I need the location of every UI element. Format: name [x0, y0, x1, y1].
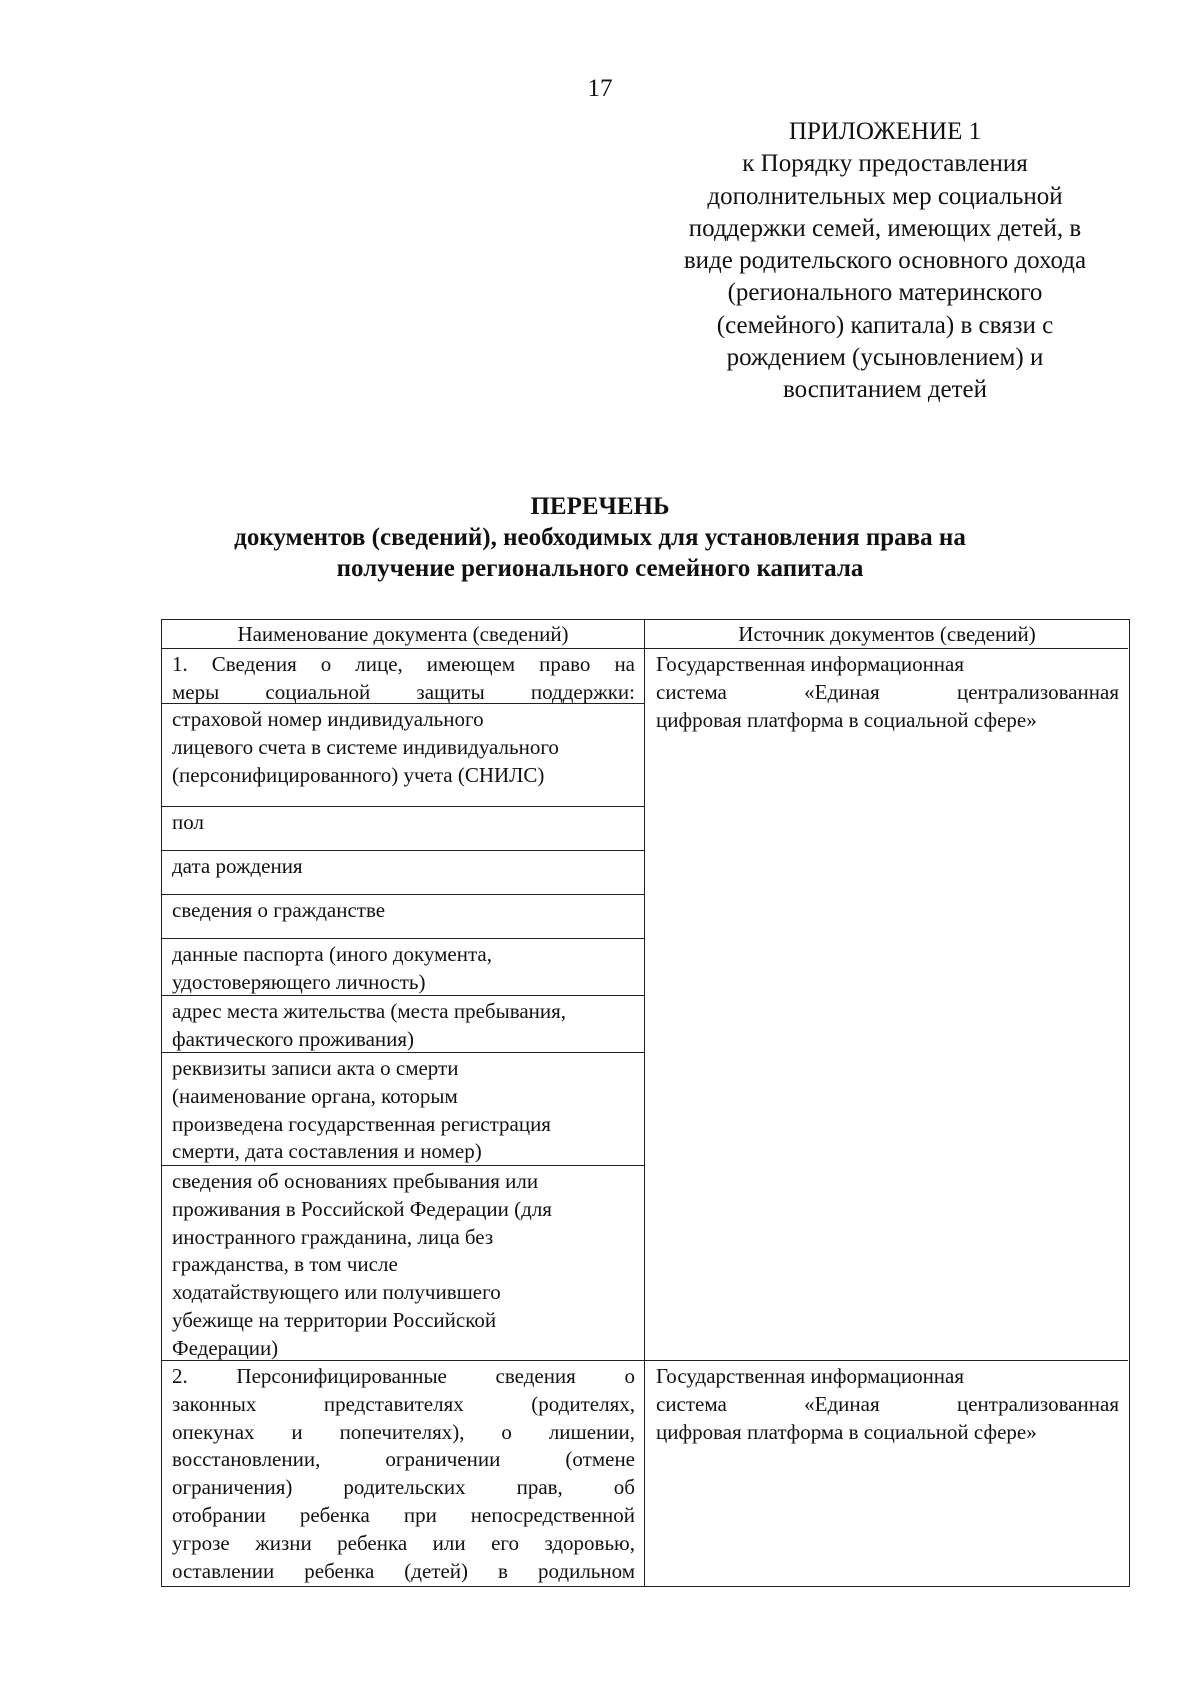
text-line: Федерации): [172, 1335, 279, 1360]
text-line: система «Единая централизованная: [656, 1391, 1119, 1416]
text-line: ходатайствующего или получившего: [172, 1280, 501, 1305]
text-line: (персонифицированного) учета (СНИЛС): [172, 762, 545, 787]
text-line: фактического проживания): [172, 1026, 415, 1051]
section-1-heading: [172, 651, 635, 707]
appendix-line: воспитанием детей: [782, 376, 988, 404]
text-line: смерти, дата составления и номер): [172, 1139, 482, 1164]
item-citizenship: [172, 897, 635, 925]
text-line: отобрании ребенка при непосредственной: [172, 1502, 635, 1527]
text-line: сведения о гражданстве: [172, 898, 386, 922]
text-line: цифровая платформа в социальной сфере»: [656, 1419, 1037, 1444]
appendix-block: [640, 116, 1130, 407]
appendix-line: виде родительского основного дохода: [683, 247, 1087, 275]
text-line: пол: [172, 810, 204, 834]
text-line: оставлении ребенка (детей) в родильном: [172, 1558, 635, 1583]
item-residence-grounds: [172, 1168, 635, 1363]
item-sex: [172, 809, 635, 837]
documents-table: [161, 619, 1130, 1587]
item-death-record: [172, 1055, 635, 1166]
text-line: Государственная информационная: [656, 652, 965, 676]
title-subline: документов (сведений), необходимых для установления права на: [234, 524, 966, 551]
text-line: данные паспорта (иного документа,: [172, 942, 492, 966]
section-1-source: [656, 651, 1119, 734]
appendix-line: к Порядку предоставления: [742, 150, 1028, 178]
item-address: [172, 998, 635, 1054]
text-line: страховой номер индивидуального: [172, 707, 484, 731]
text-line: цифровая платформа в социальной сфере»: [656, 707, 1037, 732]
column-divider: [644, 620, 645, 1586]
text-line: произведена государственная регистрация: [172, 1111, 551, 1136]
text-line: угрозе жизни ребенка или его здоровью,: [172, 1530, 635, 1555]
text-line: 1. Сведения о лице, имеющем право на: [172, 652, 635, 676]
row-rule: [162, 894, 644, 895]
text-line: лицевого счета в системе индивидуального: [172, 734, 559, 759]
text-line: иностранного гражданина, лица без: [172, 1224, 494, 1249]
text-line: сведения об основаниях пребывания или: [172, 1169, 539, 1193]
text-line: Государственная информационная: [656, 1364, 965, 1388]
appendix-line: поддержки семей, имеющих детей, в: [688, 214, 1082, 242]
text-line: реквизиты записи акта о смерти: [172, 1056, 459, 1080]
row-rule: [162, 850, 644, 851]
text-line: ограничения) родительских прав, об: [172, 1475, 635, 1500]
appendix-line: (семейного) капитала) в связи с: [716, 311, 1054, 339]
text-line: система «Единая централизованная: [656, 679, 1119, 704]
item-passport: [172, 941, 635, 997]
text-line: опекунах и попечителях), о лишении,: [172, 1419, 635, 1444]
page-number: 17: [587, 75, 613, 102]
text-line: убежище на территории Российской: [172, 1307, 497, 1332]
text-line: 2. Персонифицированные сведения о: [172, 1364, 635, 1388]
text-line: (наименование органа, которым: [172, 1083, 458, 1108]
appendix-line: (регионального материнского: [727, 279, 1043, 307]
row-rule: [162, 938, 644, 939]
header-document-name: Наименование документа (сведений): [237, 622, 569, 646]
text-line: восстановлении, ограничении (отмене: [172, 1447, 635, 1472]
text-line: адрес места жительства (места пребывания,: [172, 999, 567, 1023]
text-line: меры социальной защиты поддержки:: [172, 679, 635, 704]
appendix-line: рождением (усыновлением) и: [726, 344, 1044, 372]
header-document-source: Источник документов (сведений): [738, 622, 1036, 646]
text-line: гражданства, в том числе: [172, 1252, 398, 1277]
document-title: [0, 491, 1200, 584]
item-birth-date: [172, 853, 635, 881]
text-line: проживания в Российской Федерации (для: [172, 1196, 552, 1221]
item-snils: [172, 706, 635, 789]
appendix-line: дополнительных мер социальной: [707, 182, 1063, 210]
title-main: ПЕРЕЧЕНЬ: [530, 493, 670, 520]
row-rule: [162, 806, 644, 807]
title-subline: получение регионального семейного капитала: [336, 555, 864, 582]
section-2-description: [172, 1363, 635, 1585]
section-2-source: [656, 1363, 1119, 1446]
appendix-heading: ПРИЛОЖЕНИЕ 1: [788, 118, 982, 145]
text-line: дата рождения: [172, 854, 303, 878]
text-line: удостоверяющего личность): [172, 969, 426, 994]
text-line: законных представителях (родителях,: [172, 1391, 635, 1416]
